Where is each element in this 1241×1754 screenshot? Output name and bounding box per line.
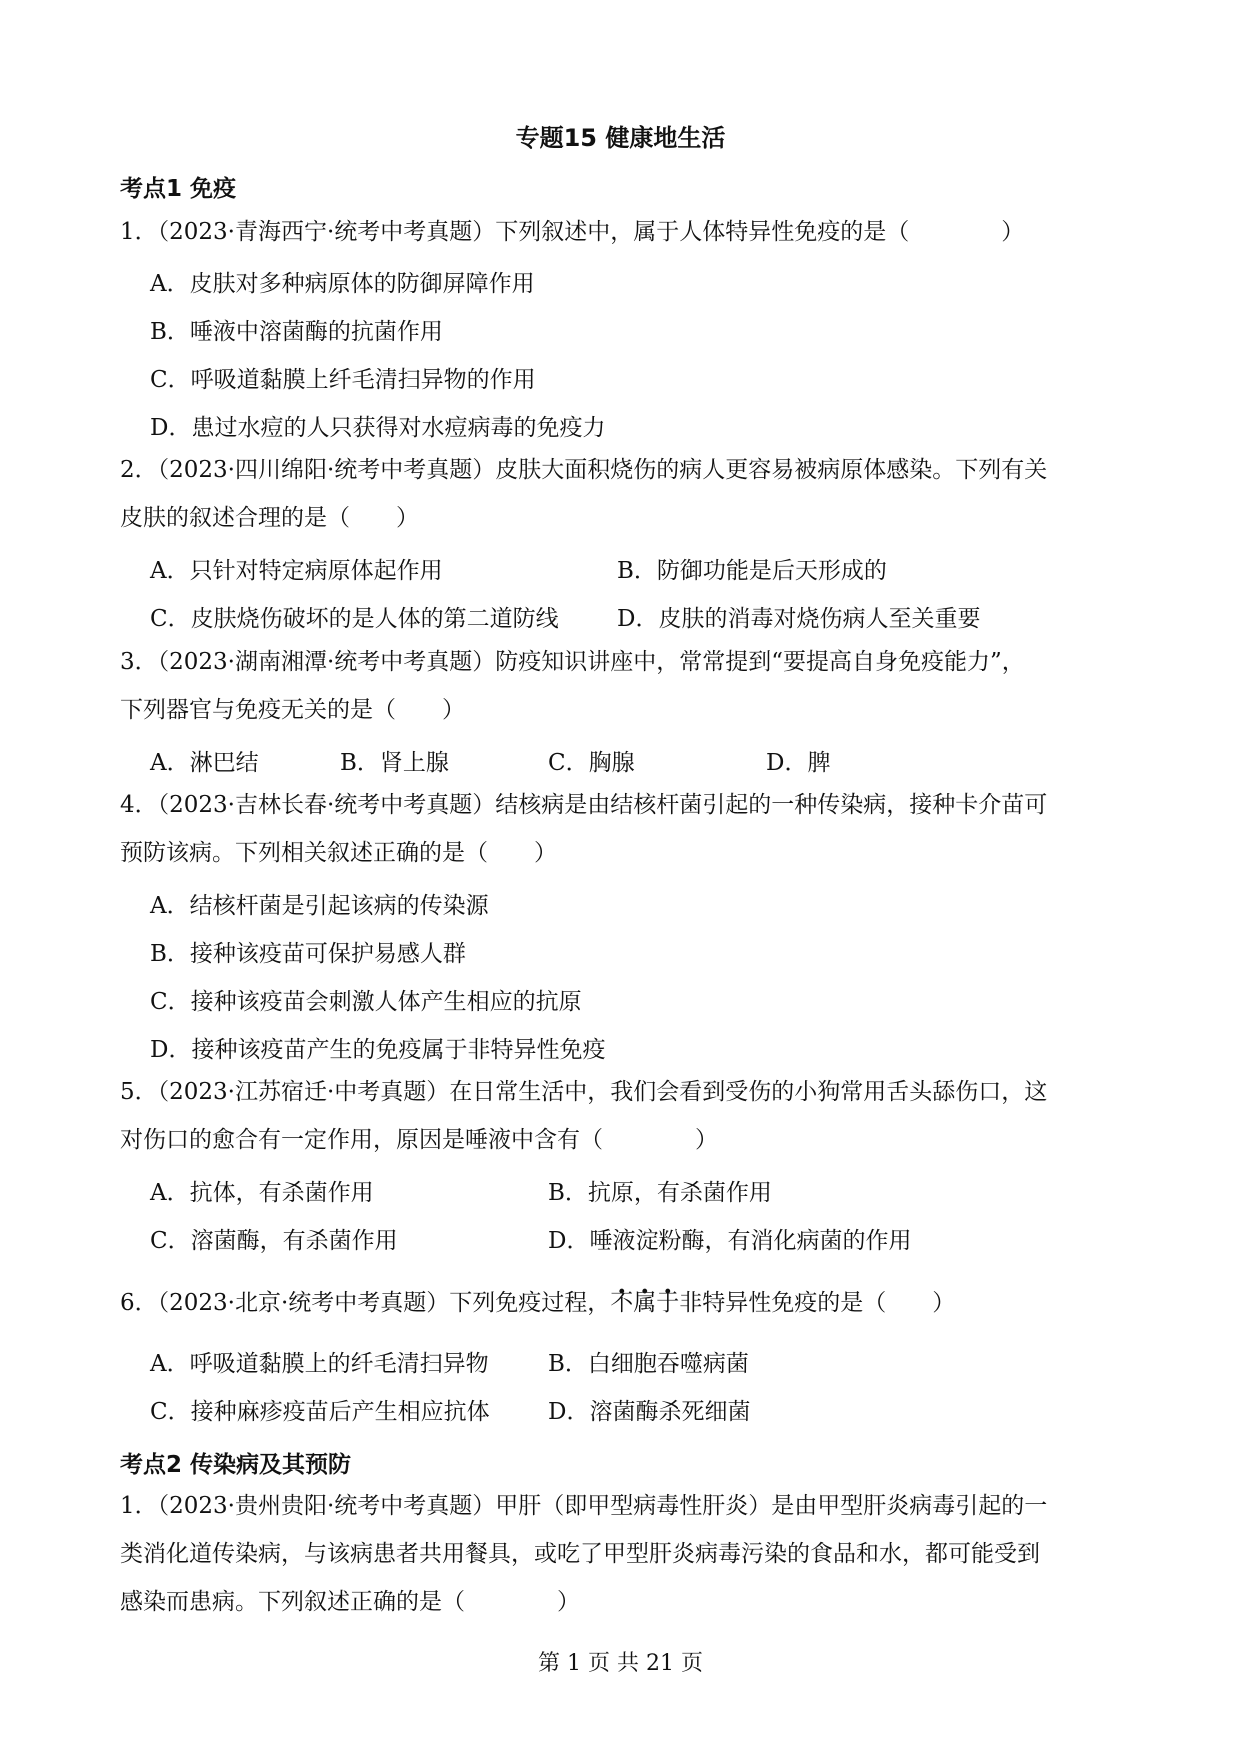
option-b: B．肾上腺 [340,750,449,776]
option-c: C．接种麻疹疫苗后产生相应抗体 [150,1399,490,1425]
option-d: D．溶菌酶杀死细菌 [548,1399,751,1425]
question-stem-line1: 2．（2023·四川绵阳·统考中考真题）皮肤大面积烧伤的病人更容易被病原体感染。下列有关 [120,457,1048,483]
question-stem-line2: 对伤口的愈合有一定作用，原因是唾液中含有（ ） [120,1127,718,1153]
option-b: B．接种该疫苗可保护易感人群 [150,941,466,967]
emphasis-char: 于 [656,1290,680,1316]
question-stem: 1．（2023·青海西宁·统考中考真题）下列叙述中，属于人体特异性免疫的是（ ） [120,219,1025,245]
question-6 [120,1279,1130,1327]
question-stem-line2: 皮肤的叙述合理的是（ ） [120,505,419,531]
question-2-1 [120,1482,1130,1626]
question-2 [120,446,1130,542]
question-stem-line2: 下列器官与免疫无关的是（ ） [120,697,465,723]
option-d: D．脾 [766,750,831,776]
question-line1: 1．（2023·贵州贵阳·统考中考真题）甲肝（即甲型病毒性肝炎）是由甲型肝炎病毒引起的一 [120,1493,1048,1519]
question-line3: 感染而患病。下列叙述正确的是（ ） [120,1589,580,1615]
option-c: C．接种该疫苗会刺激人体产生相应的抗原 [150,989,582,1015]
option-c: C．呼吸道黏膜上纤毛清扫异物的作用 [150,367,536,393]
section-heading-infectious-disease: 考点2 传染病及其预防 [120,1452,352,1478]
option-b: B．唾液中溶菌酶的抗菌作用 [150,319,443,345]
option-c: C．胸腺 [548,750,635,776]
option-a: A．结核杆菌是引起该病的传染源 [150,893,489,919]
question-3 [120,638,1130,734]
question-line2: 类消化道传染病，与该病患者共用餐具，或吃了甲型肝炎病毒污染的食品和水，都可能受到 [120,1541,1040,1567]
question-stem [120,1279,1130,1327]
section-heading-immunity: 考点1 免疫 [120,176,237,202]
emphasis-char: 属 [633,1290,657,1316]
question-stem-line1: 5．（2023·江苏宿迁·中考真题）在日常生活中，我们会看到受伤的小狗常用舌头舔伤口，这 [120,1079,1048,1105]
option-d: D．患过水痘的人只获得对水痘病毒的免疫力 [150,415,606,441]
option-a: A．抗体，有杀菌作用 [150,1180,374,1206]
question-4 [120,781,1130,877]
option-a: A．呼吸道黏膜上的纤毛清扫异物 [150,1351,489,1377]
option-b: B．白细胞吞噬病菌 [548,1351,749,1377]
option-c: C．溶菌酶，有杀菌作用 [150,1228,398,1254]
stem-text: 6．（2023·北京·统考中考真题）下列免疫过程， [120,1290,611,1316]
option-d: D．接种该疫苗产生的免疫属于非特异性免疫 [150,1037,606,1063]
option-a: A．淋巴结 [150,750,259,776]
question-stem-line1: 4．（2023·吉林长春·统考中考真题）结核病是由结核杆菌引起的一种传染病，接种卡介苗可 [120,792,1048,818]
option-d: D．皮肤的消毒对烧伤病人至关重要 [617,606,981,632]
page-footer: 第 1 页 共 21 页 [538,1651,703,1676]
stem-text: 非特异性免疫的是（ ） [679,1290,956,1316]
emphasis-char: 不 [610,1290,634,1316]
question-stem-line2: 预防该病。下列相关叙述正确的是（ ） [120,840,557,866]
option-d: D．唾液淀粉酶，有消化病菌的作用 [548,1228,912,1254]
option-c: C．皮肤烧伤破坏的是人体的第二道防线 [150,606,559,632]
question-1 [120,208,1130,256]
option-b: B．抗原，有杀菌作用 [548,1180,772,1206]
option-b: B．防御功能是后天形成的 [617,558,887,584]
option-a: A．皮肤对多种病原体的防御屏障作用 [150,271,535,297]
question-stem-line1: 3．（2023·湖南湘潭·统考中考真题）防疫知识讲座中，常常提到“要提高自身免疫能力”， [120,649,1025,675]
page-title: 专题15 健康地生活 [515,124,726,152]
question-5 [120,1068,1130,1164]
option-a: A．只针对特定病原体起作用 [150,558,443,584]
